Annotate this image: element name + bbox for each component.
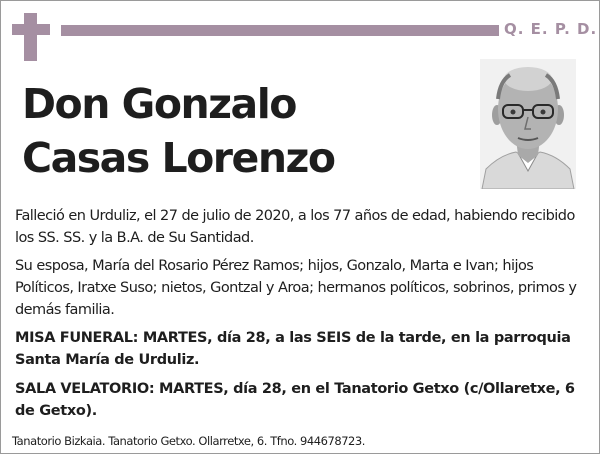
family-paragraph: Su esposa, María del Rosario Pérez Ramos; hijos, Gonzalo, Marta e Ivan; hijos Políticos, Iratxe Suso; nietos, Gontzal y Aroa; hermanos políticos, sobrinos, primos y demás familia. xyxy=(15,258,577,318)
funeral-home-footer: Tanatorio Bizkaia. Tanatorio Getxo. Ollarretxe, 6. Tfno. 944678723. xyxy=(12,434,366,448)
cross-horizontal-bar xyxy=(12,24,50,35)
header-divider-bar xyxy=(61,25,499,36)
qepd-label: Q. E. P. D. xyxy=(504,20,598,38)
name-line-1: Don Gonzalo xyxy=(22,80,296,128)
death-paragraph: Falleció en Urduliz, el 27 de julio de 2020, a los 77 años de edad, habiendo recibido los SS. SS. y la B.A. de Su Santidad. xyxy=(15,208,575,246)
portrait-photo xyxy=(480,59,576,189)
funeral-mass-paragraph: MISA FUNERAL: MARTES, día 28, a las SEIS de la tarde, en la parroquia Santa María de Urduliz. xyxy=(15,330,571,368)
deceased-name xyxy=(22,77,462,185)
cross-vertical-bar xyxy=(24,13,37,61)
portrait-image xyxy=(480,59,576,189)
name-line-2: Casas Lorenzo xyxy=(22,134,335,182)
wake-room-paragraph: SALA VELATORIO: MARTES, día 28, en el Tanatorio Getxo (c/Ollaretxe, 6 de Getxo). xyxy=(15,381,575,419)
